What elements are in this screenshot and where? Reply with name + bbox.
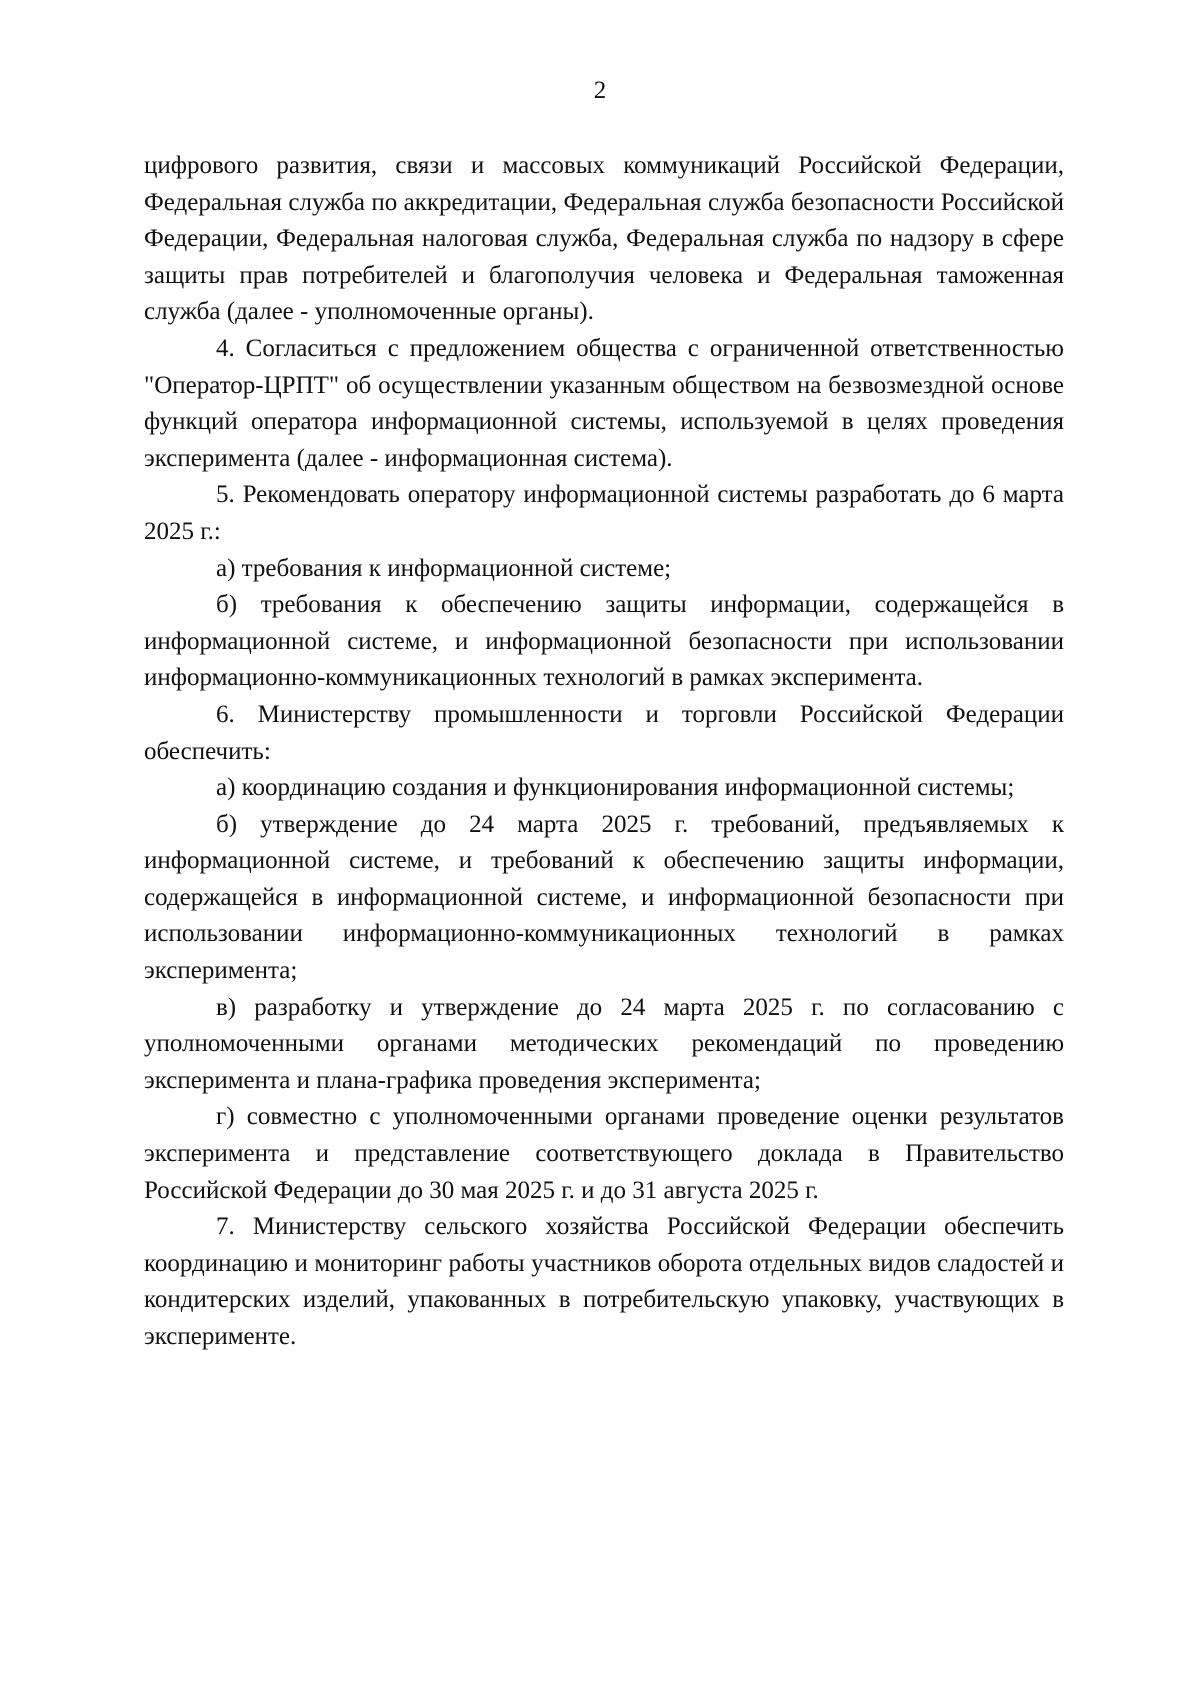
paragraph-item-6: 6. Министерству промышленности и торговли Российской Федерации обеспечить: (144, 700, 1064, 765)
paragraph-item-5b: б) требования к обеспечению защиты информации, содержащейся в информационной системе, и информационной безопасности при использовании информационно-коммуникационных технологий в рамках эксперимента. (144, 591, 1064, 692)
paragraph-item-7: 7. Министерству сельского хозяйства Российской Федерации обеспечить координацию и мониторинг работы участников оборота отдельных видов сладостей и кондитерских изделий, упакованных в потребительскую упаковку, участвующих в эксперименте. (144, 1213, 1064, 1350)
paragraph-item-4: 4. Согласиться с предложением общества с ограниченной ответственностью "Оператор-ЦРПТ" об осуществлении указанным обществом на безвозмездной основе функций оператора информационной системы, используемой в целях проведения эксперимента (далее - информационная система). (144, 334, 1064, 472)
paragraph-item-6v: в) разработку и утверждение до 24 марта 2025 г. по согласованию с уполномоченными органами методических рекомендаций по проведению эксперимента и плана-графика проведения эксперимента; (144, 993, 1064, 1094)
paragraph-item-5a: а) требования к информационной системе; (216, 554, 672, 582)
paragraph-item-6g: г) совместно с уполномоченными органами проведение оценки результатов эксперимента и представление соответствующего доклада в Правительство Российской Федерации до 30 мая 2025 г. и до 31 августа 2025 г. (144, 1103, 1064, 1204)
page-number: 2 (593, 77, 607, 104)
paragraph-item-6b: б) утверждение до 24 марта 2025 г. требований, предъявляемых к информационной системе, и требований к обеспечению защиты информации, содержащейся в информационной системе, и информационной безопасности при использовании информационно-коммуникационных технологий в рамках эксперимента; (144, 810, 1064, 985)
paragraph-item-5: 5. Рекомендовать оператору информационной системы разработать до 6 марта 2025 г.: (144, 481, 1064, 545)
paragraph-item-6a: а) координацию создания и функционирования информационной системы; (216, 774, 1015, 802)
document-body (144, 148, 1064, 1356)
paragraph-continuation: цифрового развития, связи и массовых коммуникаций Российской Федерации, Федеральная служба по аккредитации, Федеральная служба безопасности Российской Федерации, Федеральная налоговая служба, Федеральная служба по надзору в сфере защиты прав потребителей и благополучия человека и Федеральная таможенная служба (далее - уполномоченные органы). (144, 152, 1064, 326)
